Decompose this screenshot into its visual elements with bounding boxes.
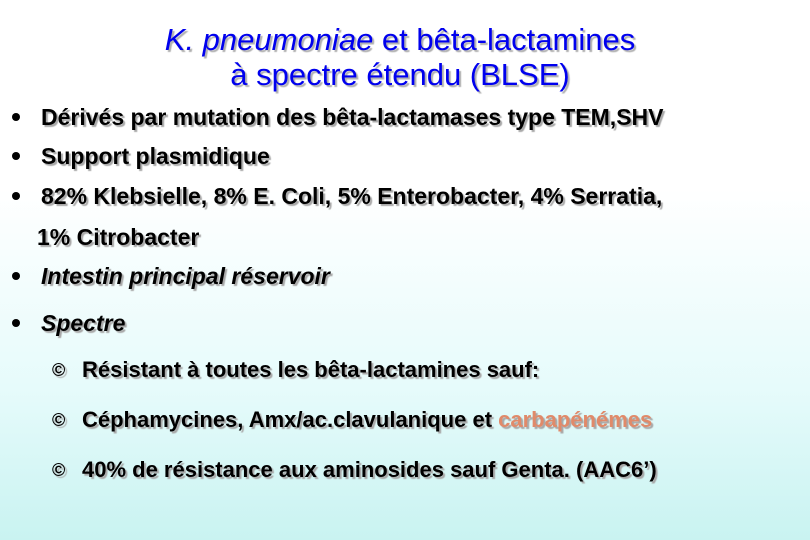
sub-bullet-marker-icon: ©: [52, 410, 66, 430]
bullet-item: [10, 102, 664, 132]
bullet-item: [10, 308, 125, 338]
title-line-2: à spectre étendu (BLSE): [230, 57, 570, 92]
title-rest: et bêta-lactamines: [373, 22, 636, 57]
sub-bullet-marker-icon: ©: [52, 460, 66, 480]
bullet-item: [10, 261, 330, 291]
sub-bullet-text-main: Céphamycines, Amx/ac.clavulanique et: [82, 407, 499, 432]
bullet-item: [10, 181, 662, 211]
sub-bullet-item: [52, 355, 539, 385]
bullet-text: 82% Klebsielle, 8% E. Coli, 5% Enterobacter, 4% Serratia,: [41, 183, 663, 209]
bullet-item: [10, 141, 270, 171]
title-line-1: [0, 22, 800, 57]
bullet-dot-icon: [12, 113, 20, 121]
sub-bullet-marker-icon: ©: [52, 360, 66, 380]
sub-bullet-text: Résistant à toutes les bêta-lactamines sauf:: [82, 357, 540, 382]
bullet-text: Spectre: [41, 310, 126, 336]
sub-bullet-text: 40% de résistance aux aminosides sauf Genta. (AAC6’): [82, 457, 657, 482]
bullet-dot-icon: [12, 272, 20, 280]
bullet-continuation: 1% Citrobacter: [37, 224, 200, 250]
bullet-text: Intestin principal réservoir: [41, 263, 330, 289]
sub-bullet-item: [52, 405, 652, 435]
bullet-dot-icon: [12, 152, 20, 160]
sub-bullet-item: [52, 455, 657, 485]
bullet-text: Dérivés par mutation des bêta-lactamases type TEM,SHV: [41, 104, 664, 130]
sub-bullet-text: [82, 405, 652, 435]
bullet-dot-icon: [12, 192, 20, 200]
bullet-dot-icon: [12, 319, 20, 327]
title-italic: K. pneumoniae: [164, 22, 374, 57]
slide-title: [0, 22, 800, 92]
sub-bullet-highlight: carbapénémes: [498, 407, 653, 432]
bullet-text: Support plasmidique: [41, 143, 270, 169]
